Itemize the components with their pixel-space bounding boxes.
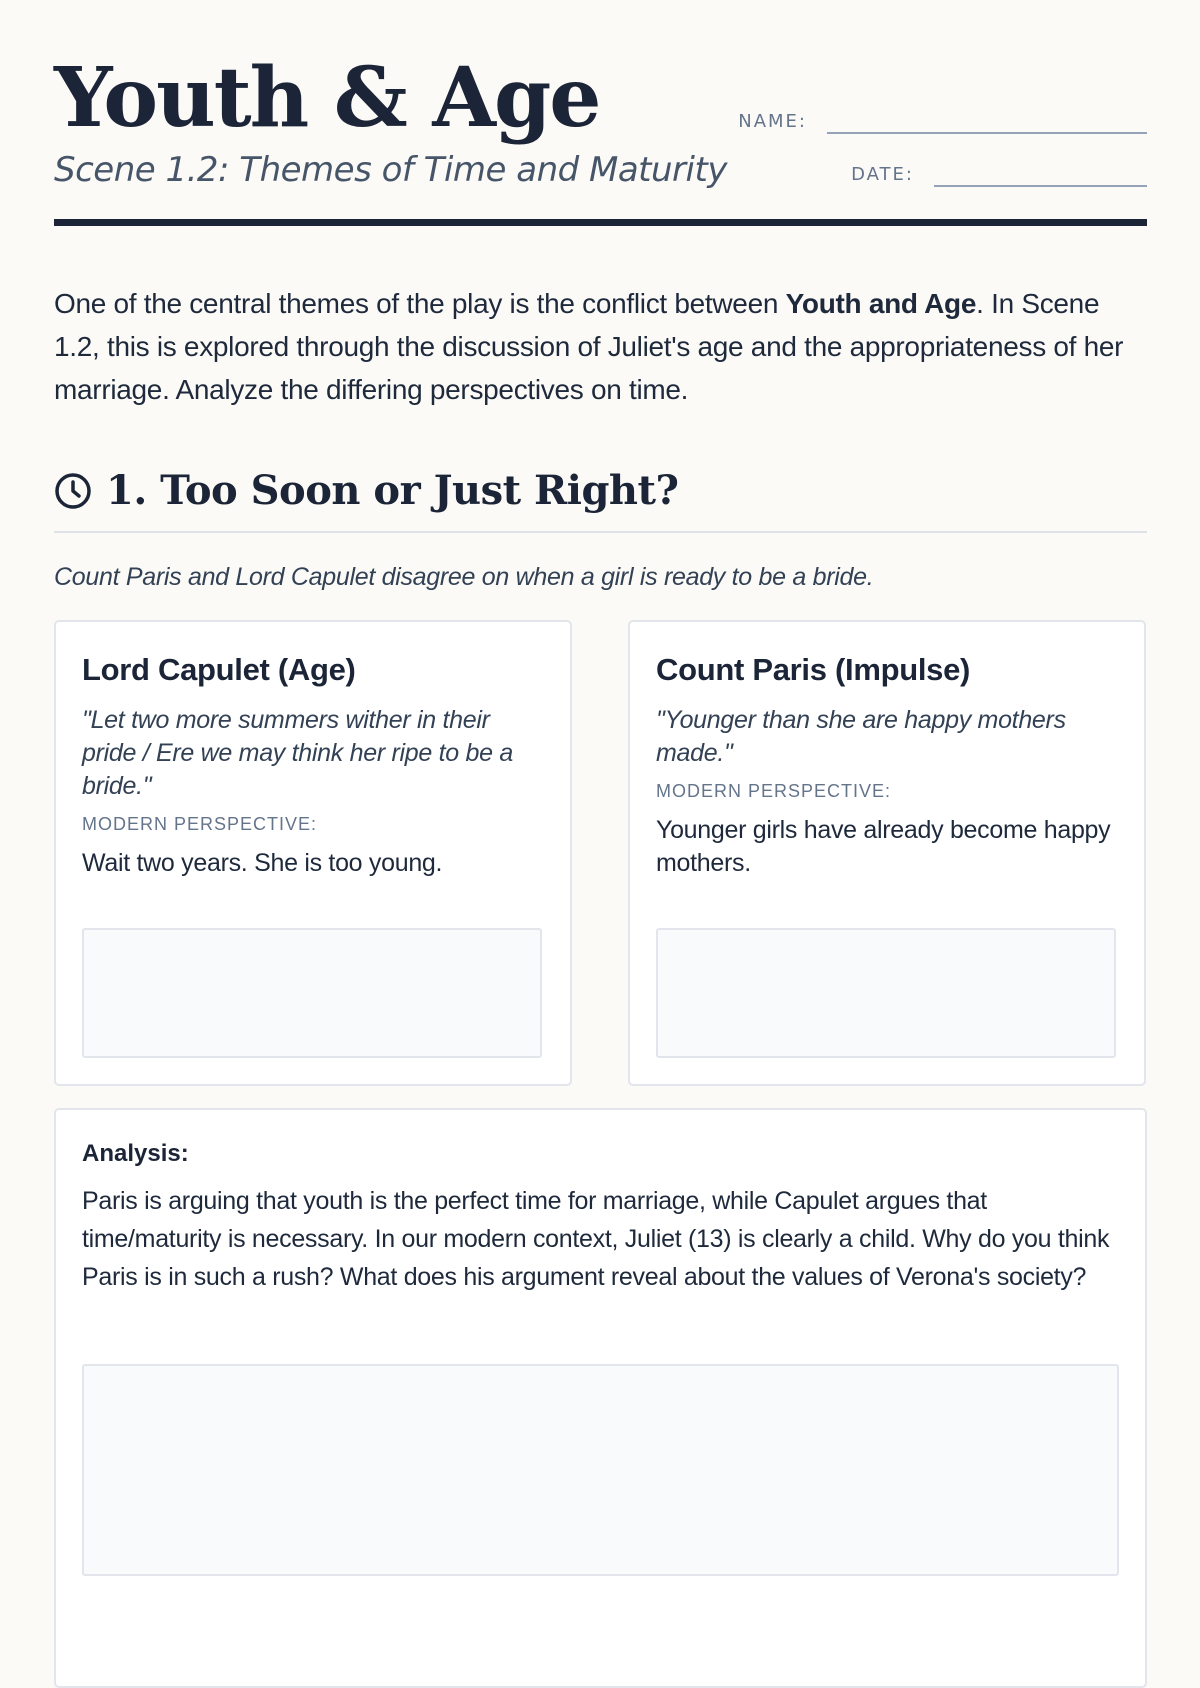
card-quote: "Younger than she are happy mothers made." [656, 706, 1066, 767]
section-description: Count Paris and Lord Capulet disagree on when a girl is ready to be a bride. [54, 563, 874, 591]
analysis-answer-box[interactable] [82, 1364, 1119, 1576]
intro-text-after: . In Scene 1.2, this is explored through the discussion of Juliet's age and the appropriateness of her marriage. Analyze the differing perspectives on time. [54, 288, 1124, 405]
analysis-card [54, 1108, 1147, 1688]
header-divider [54, 219, 1147, 226]
card-modern-text: Younger girls have already become happy mothers. [656, 816, 1111, 877]
intro-text-before: One of the central themes of the play is the conflict between [54, 288, 786, 319]
worksheet-header [54, 0, 1147, 226]
card-label: MODERN PERSPECTIVE: [82, 814, 318, 834]
date-input-line[interactable] [934, 165, 1147, 187]
section-title: 1. Too Soon or Just Right? [106, 467, 679, 514]
name-field [738, 110, 1147, 134]
paris-card [628, 620, 1146, 1086]
name-label: NAME: [738, 111, 807, 132]
worksheet-title: Youth & Age [54, 50, 600, 146]
paris-answer-box[interactable] [656, 928, 1116, 1058]
name-input-line[interactable] [827, 112, 1147, 134]
card-modern-text: Wait two years. She is too young. [82, 849, 443, 877]
date-field [851, 163, 1147, 187]
card-title: Lord Capulet (Age) [82, 652, 356, 687]
worksheet-page [54, 0, 1147, 1291]
analysis-prompt: Paris is arguing that youth is the perfect time for marriage, while Capulet argues that time/maturity is necessary. In our modern context, Juliet (13) is clearly a child. Why do you think Paris is in such a rush? What does his argument reveal about the values of Verona's society? [82, 1187, 1110, 1291]
worksheet-subtitle: Scene 1.2: Themes of Time and Maturity [54, 150, 727, 190]
analysis-label: Analysis: [82, 1140, 189, 1167]
capulet-answer-box[interactable] [82, 928, 542, 1058]
section-heading [54, 465, 1147, 533]
intro-emphasis: Youth and Age [785, 288, 977, 319]
card-quote: "Let two more summers wither in their pride / Ere we may think her ripe to be a bride." [82, 706, 513, 800]
date-label: DATE: [851, 164, 914, 185]
intro-paragraph [54, 282, 1147, 411]
clock-icon [54, 472, 92, 510]
card-title: Count Paris (Impulse) [656, 652, 971, 687]
capulet-card [54, 620, 572, 1086]
card-label: MODERN PERSPECTIVE: [656, 781, 892, 801]
